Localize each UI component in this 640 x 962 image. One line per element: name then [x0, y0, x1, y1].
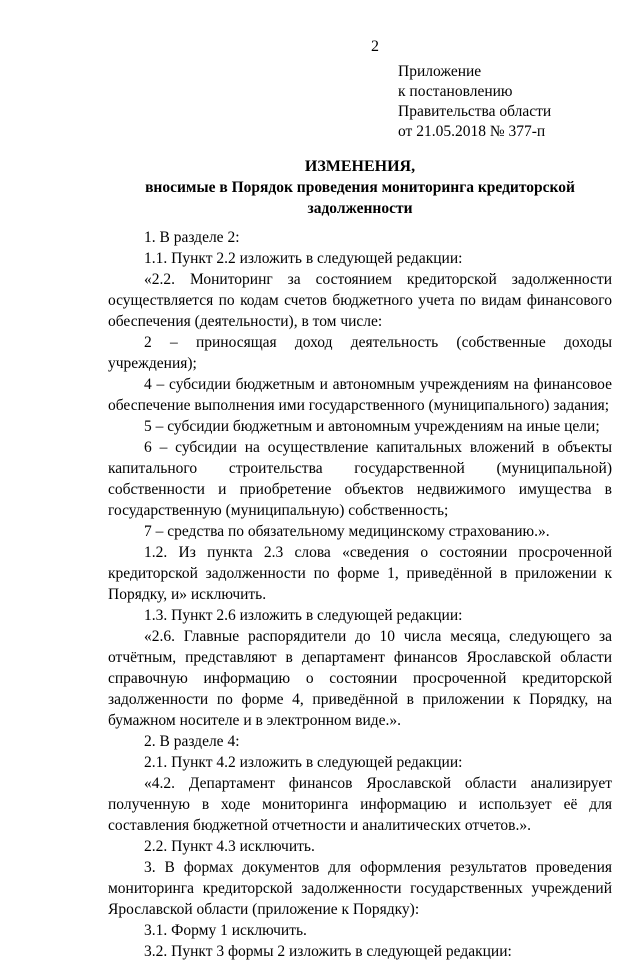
- paragraph: 1. В разделе 2:: [144, 229, 240, 246]
- paragraph: 5 – субсидии бюджетным и автономным учреждениям на иные цели;: [144, 418, 600, 435]
- paragraph: 3.1. Форму 1 исключить.: [144, 922, 307, 939]
- paragraph: 1.2. Из пункта 2.3 слова «сведения о состоянии просроченной кредиторской задолженности по форме 1, приведённой в приложении к Порядку, и» исключить.: [108, 544, 612, 603]
- paragraph: «4.2. Департамент финансов Ярославской области анализирует полученную в ходе мониторинга информацию и использует её для составления бюджетной отчетности и аналитических отчетов.».: [108, 775, 612, 834]
- document-title: [108, 156, 612, 219]
- paragraph: 3.2. Пункт 3 формы 2 изложить в следующей редакции:: [144, 943, 512, 960]
- paragraph: 2. В разделе 4:: [144, 733, 240, 750]
- document-body: [108, 227, 612, 962]
- paragraph: 7 – средства по обязательному медицинскому страхованию.».: [144, 523, 550, 540]
- paragraph: 6 – субсидии на осуществление капитальных вложений в объекты капитального строительства государственной (муниципальной) собственности и приобретение объектов недвижимого имущества в государственную (муниципальную) собственность;: [108, 439, 612, 519]
- appendix-header: [398, 62, 551, 142]
- appendix-line: Приложение: [398, 63, 482, 80]
- paragraph: 1.1. Пункт 2.2 изложить в следующей редакции:: [144, 250, 463, 267]
- paragraph: 3. В формах документов для оформления результатов проведения мониторинга кредиторской задолженности государственных учреждений Ярославской области (приложение к Порядку):: [108, 859, 612, 918]
- appendix-line: от 21.05.2018 № 377-п: [398, 123, 546, 140]
- title-subtitle: вносимые в Порядок проведения мониторинга кредиторской задолженности: [145, 179, 575, 217]
- paragraph: «2.6. Главные распорядители до 10 числа месяца, следующего за отчётным, представляют в департамент финансов Ярославской области справочную информацию о состоянии просроченной кредиторской задолженности по форме 4, приведённой в приложении к Порядку, на бумажном носителе и в электронном виде.».: [108, 628, 612, 729]
- appendix-line: Правительства области: [398, 103, 552, 120]
- paragraph: 2.2. Пункт 4.3 исключить.: [144, 838, 315, 855]
- appendix-line: к постановлению: [398, 83, 513, 100]
- paragraph: 1.3. Пункт 2.6 изложить в следующей редакции:: [144, 607, 463, 624]
- paragraph: «2.2. Мониторинг за состоянием кредиторской задолженности осуществляется по кодам счетов бюджетного учета по видам финансового обеспечения (деятельности), в том числе:: [108, 271, 612, 330]
- title-heading: ИЗМЕНЕНИЯ,: [304, 158, 416, 175]
- paragraph: 2 – приносящая доход деятельность (собственные доходы учреждения);: [108, 334, 612, 372]
- paragraph: 4 – субсидии бюджетным и автономным учреждениям на финансовое обеспечение выполнения ими государственного (муниципального) задания;: [108, 376, 612, 414]
- page-number: 2: [371, 38, 379, 55]
- paragraph: 2.1. Пункт 4.2 изложить в следующей редакции:: [144, 754, 463, 771]
